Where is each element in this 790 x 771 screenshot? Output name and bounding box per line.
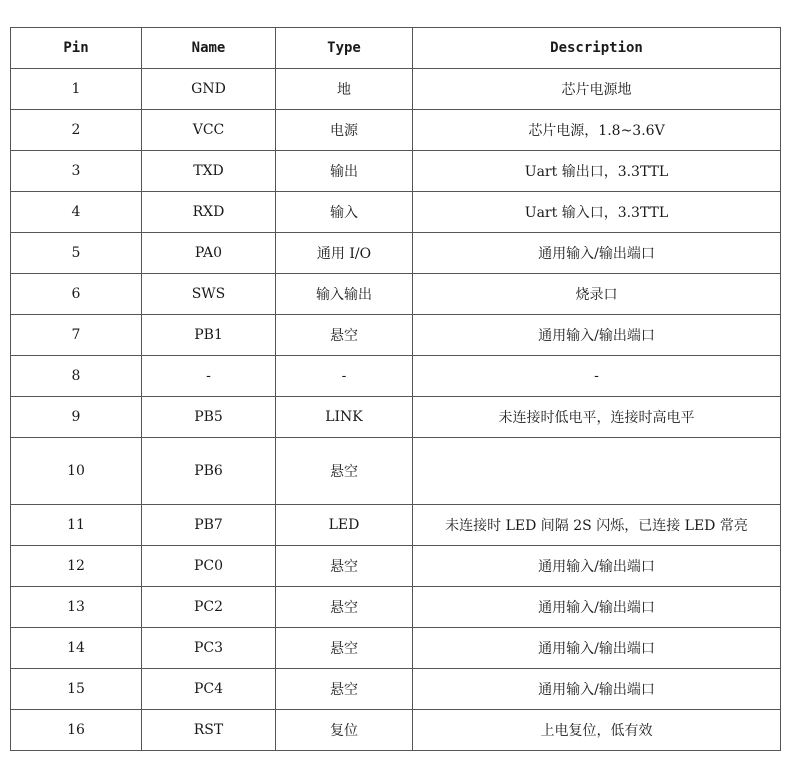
table-row	[11, 233, 781, 274]
cell-pin: 14	[11, 628, 142, 669]
cell-pin: 8	[11, 356, 142, 397]
table-row	[11, 397, 781, 438]
cell-description: 通用输入/输出端口	[413, 315, 781, 356]
cell-description: -	[413, 356, 781, 397]
table-row	[11, 628, 781, 669]
cell-description: 烧录口	[413, 274, 781, 315]
header-row	[11, 28, 781, 69]
cell-description: 芯片电源，1.8~3.6V	[413, 110, 781, 151]
cell-description	[413, 438, 781, 505]
cell-description: 未连接时低电平，连接时高电平	[413, 397, 781, 438]
table-row	[11, 710, 781, 751]
cell-type: 复位	[276, 710, 413, 751]
cell-name: PC2	[142, 587, 276, 628]
cell-name: -	[142, 356, 276, 397]
table-row	[11, 356, 781, 397]
table-row	[11, 274, 781, 315]
table-row	[11, 669, 781, 710]
cell-pin: 13	[11, 587, 142, 628]
header-description: Description	[413, 28, 781, 69]
cell-description: 上电复位，低有效	[413, 710, 781, 751]
table-row	[11, 438, 781, 505]
table-row	[11, 546, 781, 587]
header-type: Type	[276, 28, 413, 69]
cell-type: 悬空	[276, 628, 413, 669]
cell-type: 悬空	[276, 669, 413, 710]
cell-name: PC0	[142, 546, 276, 587]
cell-pin: 1	[11, 69, 142, 110]
cell-description: 通用输入/输出端口	[413, 669, 781, 710]
cell-type: 地	[276, 69, 413, 110]
cell-pin: 15	[11, 669, 142, 710]
cell-type: -	[276, 356, 413, 397]
cell-type: 电源	[276, 110, 413, 151]
cell-name: PC4	[142, 669, 276, 710]
cell-type: 悬空	[276, 546, 413, 587]
table-row	[11, 192, 781, 233]
cell-type: 悬空	[276, 315, 413, 356]
cell-name: VCC	[142, 110, 276, 151]
cell-name: PB1	[142, 315, 276, 356]
table-row	[11, 151, 781, 192]
cell-description: 通用输入/输出端口	[413, 587, 781, 628]
cell-type: 悬空	[276, 438, 413, 505]
table-row	[11, 315, 781, 356]
header-name: Name	[142, 28, 276, 69]
cell-description: 通用输入/输出端口	[413, 628, 781, 669]
cell-pin: 2	[11, 110, 142, 151]
table-row	[11, 587, 781, 628]
cell-description: 未连接时 LED 间隔 2S 闪烁，已连接 LED 常亮	[413, 505, 781, 546]
pin-definition-table	[10, 27, 781, 751]
cell-pin: 5	[11, 233, 142, 274]
cell-pin: 9	[11, 397, 142, 438]
cell-type: LED	[276, 505, 413, 546]
cell-type: 输入	[276, 192, 413, 233]
cell-name: PB6	[142, 438, 276, 505]
table-header	[11, 28, 781, 69]
cell-name: PC3	[142, 628, 276, 669]
cell-name: RST	[142, 710, 276, 751]
header-pin: Pin	[11, 28, 142, 69]
cell-description: 通用输入/输出端口	[413, 546, 781, 587]
table-row	[11, 110, 781, 151]
cell-name: SWS	[142, 274, 276, 315]
cell-pin: 16	[11, 710, 142, 751]
cell-name: PB5	[142, 397, 276, 438]
cell-name: PA0	[142, 233, 276, 274]
cell-pin: 12	[11, 546, 142, 587]
table-row	[11, 69, 781, 110]
cell-name: TXD	[142, 151, 276, 192]
cell-type: 通用 I/O	[276, 233, 413, 274]
cell-type: 输出	[276, 151, 413, 192]
cell-pin: 4	[11, 192, 142, 233]
table-body	[11, 69, 781, 751]
cell-pin: 6	[11, 274, 142, 315]
cell-name: PB7	[142, 505, 276, 546]
cell-description: 芯片电源地	[413, 69, 781, 110]
cell-name: RXD	[142, 192, 276, 233]
cell-pin: 11	[11, 505, 142, 546]
cell-type: LINK	[276, 397, 413, 438]
table-row	[11, 505, 781, 546]
cell-description: Uart 输出口，3.3TTL	[413, 151, 781, 192]
cell-pin: 7	[11, 315, 142, 356]
cell-description: 通用输入/输出端口	[413, 233, 781, 274]
cell-description: Uart 输入口，3.3TTL	[413, 192, 781, 233]
cell-type: 悬空	[276, 587, 413, 628]
cell-type: 输入输出	[276, 274, 413, 315]
cell-name: GND	[142, 69, 276, 110]
cell-pin: 10	[11, 438, 142, 505]
cell-pin: 3	[11, 151, 142, 192]
